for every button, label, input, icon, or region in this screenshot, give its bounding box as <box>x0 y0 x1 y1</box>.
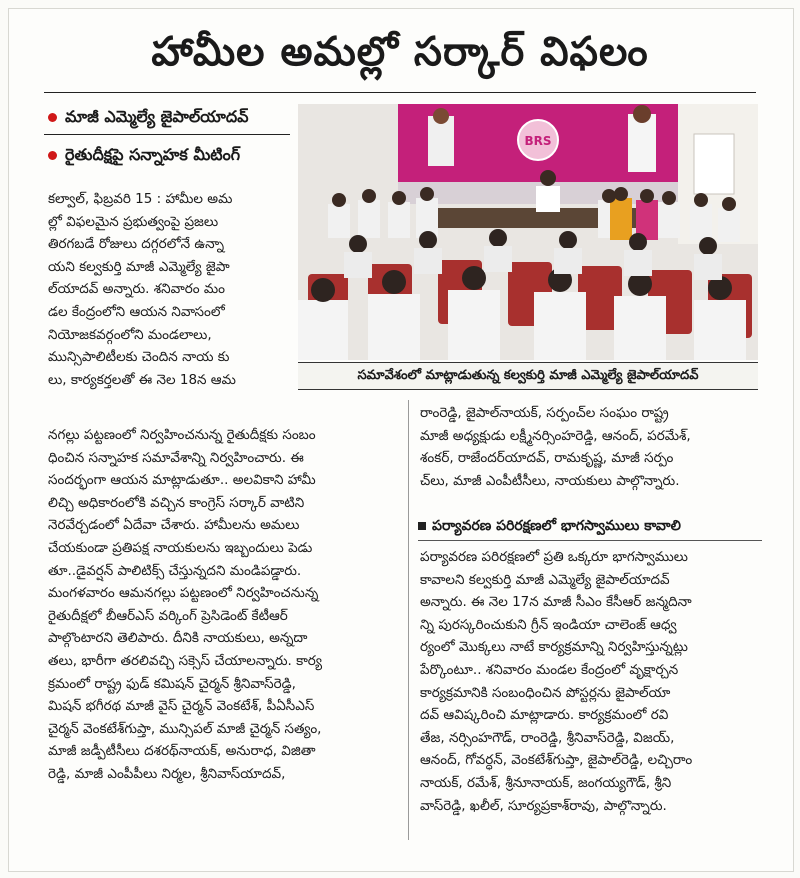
text-line: సందర్భంగా ఆయన మాట్లాడుతూ.. అలవికాని హామీ <box>48 472 316 489</box>
text-line: డల కేంద్రంలోని ఆయన నివాసంలో <box>48 303 225 320</box>
text-line: నగల్లు పట్టణంలో నిర్వహించనున్న రైతుదీక్షకు సంబం <box>48 427 316 443</box>
article-headline: హామీల అమల్లో సర్కార్ విఫలం <box>151 29 649 75</box>
text-line: ధించిన సన్నాహక సమావేశాన్ని నిర్వహించారు. ఈ <box>48 449 304 466</box>
photo-caption: సమావేశంలో మాట్లాడుతున్న కల్వకుర్తి మాజీ ఎమ్మెల్యే జైపాల్‌యాదవ్ <box>298 362 758 390</box>
article-photo <box>298 104 758 360</box>
text-line: పర్యావరణ పరిరక్షణలో ప్రతి ఒక్కరూ భాగస్వాములు <box>420 549 688 565</box>
text-line: చ్‌లు, మాజీ ఎంపీటీసీలు, నాయకులు పాల్గొన్నారు. <box>420 472 680 489</box>
text-line: లిచ్చి అధికారంలోకి వచ్చిన కాంగ్రెస్ సర్కార్ వాటిని <box>48 494 305 511</box>
text-line: వాస్‌రెడ్డి, ఖలీల్, సూర్యప్రకాశ్‌రావు, పాల్గొన్నారు. <box>420 797 667 814</box>
bullet-icon <box>48 151 57 160</box>
text-line: కావాలని కల్వకుర్తి మాజీ ఎమ్మెల్యే జైపాల్‌యాదవ్ <box>420 571 670 588</box>
text-line: తిరగబడే రోజులు దగ్గరలోనే ఉన్నా <box>48 236 225 253</box>
right-column-lower <box>420 546 760 817</box>
text-line: నాయక్, రమేశ్, శ్రీనూనాయక్, జంగయ్యగౌడ్, శ్రీని <box>420 774 672 791</box>
text-line: ల్‌యాదవ్ అన్నారు. శనివారం మం <box>48 281 226 298</box>
right-column-upper <box>420 402 760 492</box>
text-line: మాజీ అధ్యక్షుడు లక్ష్మీనర్సింహరెడ్డి, ఆనంద్, పరమేశ్, <box>420 427 691 444</box>
left-column-upper <box>48 188 290 391</box>
text-line: పేర్కొంటూ.. శనివారం మండల కేంద్రంలో వృక్షార్చన <box>420 661 679 678</box>
text-line: లు, కార్యకర్తలతో ఈ నెల 18న ఆమ <box>48 371 236 388</box>
text-line: నెరవేర్చడంలో ఏదేవా చేశారు. హామీలను అమలు <box>48 517 300 534</box>
text-line: క్రమంలో రాష్ట్ర ఫుడ్ కమిషన్ చైర్మన్ శ్రీనివాస్‌రెడ్డి, <box>48 675 296 692</box>
text-line: ర్యంలో మొక్కలు నాటే కార్యక్రమాన్ని నిర్వహిస్తున్నట్లు <box>420 639 688 656</box>
text-line: మంగళవారం ఆమనగల్లు పట్టణంలో నిర్వహించనున్న <box>48 585 319 602</box>
text-line: మున్సిపాలిటీలకు చెందిన నాయ కు <box>48 349 230 366</box>
bullet-icon <box>48 113 57 122</box>
subhead-divider <box>44 134 290 135</box>
meeting-photo-illustration <box>298 104 758 360</box>
text-line: రెడ్డి, మాజీ ఎంపీపీలు నిర్మల, శ్రీనివాస్‌యాదవ్, <box>48 765 286 782</box>
square-bullet-icon <box>418 522 426 530</box>
text-line: న్ని పురస్కరించుకుని గ్రీన్ ఇండియా చాలెంజ్ ఆధ్వ <box>420 616 677 633</box>
text-line: దవ్ ఆవిష్కరించి మాట్లాడారు. కార్యక్రమంలో రవి <box>420 707 669 724</box>
banner-logo-text: BRS <box>524 134 552 148</box>
text-line: రాంరెడ్డి, జైపాల్‌నాయక్, సర్పంచ్‌ల సంఘం రాష్ట్ర <box>420 405 669 421</box>
text-line: ల్లో విఫలమైన ప్రభుత్వంపై ప్రజలు <box>48 213 219 230</box>
text-line: యని కల్వకుర్తి మాజీ ఎమ్మెల్యే జైపా <box>48 258 230 275</box>
text-line: ఆనంద్, గోవర్ధన్, వెంకటేశ్‌గుప్తా, జైపాల్‌రెడ్డి, లచ్చిరాం <box>420 752 693 769</box>
subhead-2 <box>48 144 240 166</box>
text-line: తేజ, నర్సింహగౌడ్, రాంరెడ్డి, శ్రీనివాస్‌రెడ్డి, విజయ్, <box>420 729 675 746</box>
headline-rule <box>44 92 756 93</box>
text-line: శంకర్, రాజేందర్‌యాదవ్, రామకృష్ణ, మాజీ సర్పం <box>420 450 674 467</box>
text-line: పాల్గొంటారని తెలిపారు. దీనికి నాయకులు, అన్నదా <box>48 630 308 647</box>
text-line: మిషన్ భగీరథ మాజీ వైస్ చైర్మన్ వెంకటేశ్, పీఏసీఎస్ <box>48 698 315 715</box>
text-line: రైతుదీక్షలో బీఆర్ఎస్ వర్కింగ్ ప్రెసిడెంట్ కేటీఆర్ <box>48 607 288 624</box>
text-line: నియోజకవర్గంలోని మండలాలు, <box>48 326 212 343</box>
text-line: చేయకుండా ప్రతిపక్ష నాయకులను ఇబ్బందులు పెడు <box>48 539 313 556</box>
section-heading-text: పర్యావరణ పరిరక్షణలో భాగస్వాములు కావాలి <box>432 518 681 534</box>
section-heading <box>418 512 762 541</box>
left-column-lower <box>48 424 400 786</box>
subhead-1-text: మాజీ ఎమ్మెల్యే జైపాల్‌యాదవ్ <box>65 107 249 126</box>
column-divider <box>408 400 409 840</box>
text-line: మాజీ జడ్పీటీసీలు దశరథ్‌నాయక్, అనురాధ, విజితా <box>48 743 316 760</box>
text-line: తూ..డైవర్షన్ పాలిటిక్స్ చేస్తున్నదని మండిపడ్డారు. <box>48 562 302 579</box>
text-line: తలు, భారీగా తరలివచ్చి సక్సెస్ చేయాలన్నారు. కార్య <box>48 652 322 669</box>
subhead-2-text: రైతుదీక్షపై సన్నాహక మీటింగ్ <box>65 145 241 164</box>
text-line: చైర్మన్ వెంకటేశ్‌గుప్తా, మున్సిపల్ మాజీ చైర్మన్ సత్యం, <box>48 720 322 737</box>
text-line: కార్యక్రమానికి సంబంధించిన పోస్టర్లను జైపాల్‌యా <box>420 684 671 701</box>
subhead-1 <box>48 106 249 128</box>
text-line: అన్నారు. ఈ నెల 17న మాజీ సీఎం కేసీఆర్ జన్మదినా <box>420 594 692 611</box>
text-line: కల్వాల్, ఫిబ్రవరి 15 : హామీల అమ <box>48 191 233 207</box>
